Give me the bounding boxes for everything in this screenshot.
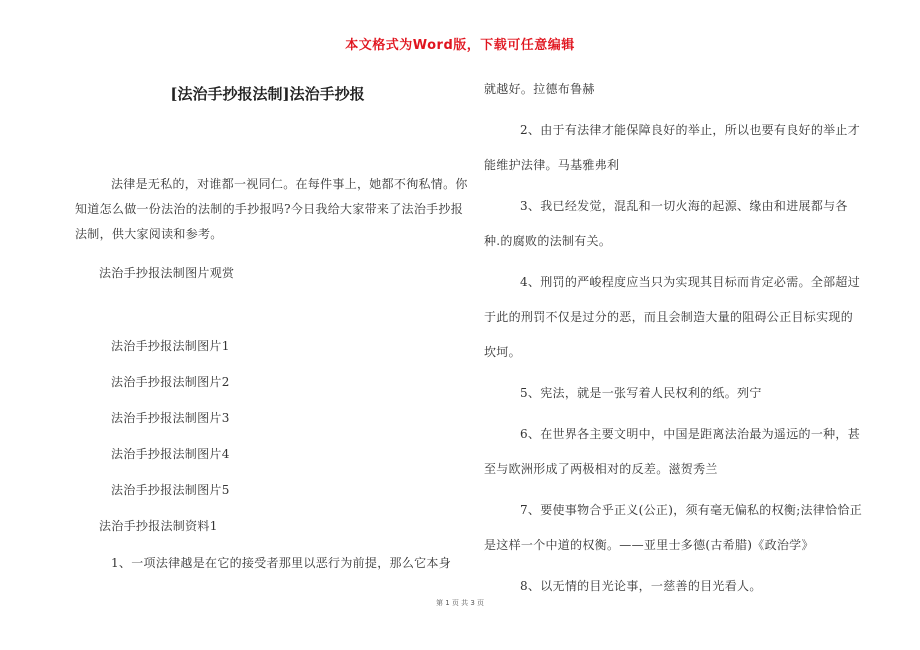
quote-5: 5、宪法，就是一张写着人民权利的纸。列宁 bbox=[520, 386, 762, 400]
quote-1-start: 1、一项法律越是在它的接受者那里以恶行为前提，那么它本身 bbox=[111, 556, 452, 570]
quote-7: 7、要使事物合乎正义(公正)，须有毫无偏私的权衡;法律恰恰正是这样一个中道的权衡。——亚里士多德(古希腊)《政治学》 bbox=[484, 503, 863, 552]
picture-item-3: 法治手抄报法制图片3 bbox=[111, 411, 230, 425]
article-title: [法治手抄报法制]法治手抄报 bbox=[170, 85, 365, 103]
picture-item-4: 法治手抄报法制图片4 bbox=[111, 447, 230, 461]
right-column bbox=[484, 72, 864, 604]
picture-item-2: 法治手抄报法制图片2 bbox=[111, 375, 230, 389]
quote-8: 8、以无情的目光论事，一慈善的目光看人。 bbox=[520, 579, 762, 593]
left-column bbox=[75, 82, 470, 576]
gallery-heading: 法治手抄报法制图片观赏 bbox=[99, 266, 235, 280]
quote-2: 2、由于有法律才能保障良好的举止，所以也要有良好的举止才能维护法律。马基雅弗利 bbox=[484, 123, 861, 172]
quote-3: 3、我已经发觉，混乱和一切火海的起源、缘由和进展都与各种.的腐败的法制有关。 bbox=[484, 199, 848, 248]
intro-paragraph: 法律是无私的，对谁都一视同仁。在每件事上，她都不徇私情。你知道怎么做一份法治的法制的手抄报吗?今日我给大家带来了法治手抄报法制，供大家阅读和参考。 bbox=[75, 177, 468, 241]
material-heading: 法治手抄报法制资料1 bbox=[99, 519, 218, 533]
word-format-banner: 本文格式为Word版，下载可任意编辑 bbox=[345, 38, 575, 53]
picture-item-5: 法治手抄报法制图片5 bbox=[111, 483, 230, 497]
quote-6: 6、在世界各主要文明中，中国是距离法治最为遥远的一种，甚至与欧洲形成了两极相对的反差。滋贺秀兰 bbox=[484, 427, 861, 476]
page-number-footer: 第 1 页 共 3 页 bbox=[435, 599, 485, 607]
quote-1-end: 就越好。拉德布鲁赫 bbox=[484, 82, 595, 96]
quote-4: 4、刑罚的严峻程度应当只为实现其目标而肯定必需。全部超过于此的刑罚不仅是过分的恶，而且会制造大量的阻碍公正目标实现的坎坷。 bbox=[484, 275, 861, 359]
picture-item-1: 法治手抄报法制图片1 bbox=[111, 339, 230, 353]
